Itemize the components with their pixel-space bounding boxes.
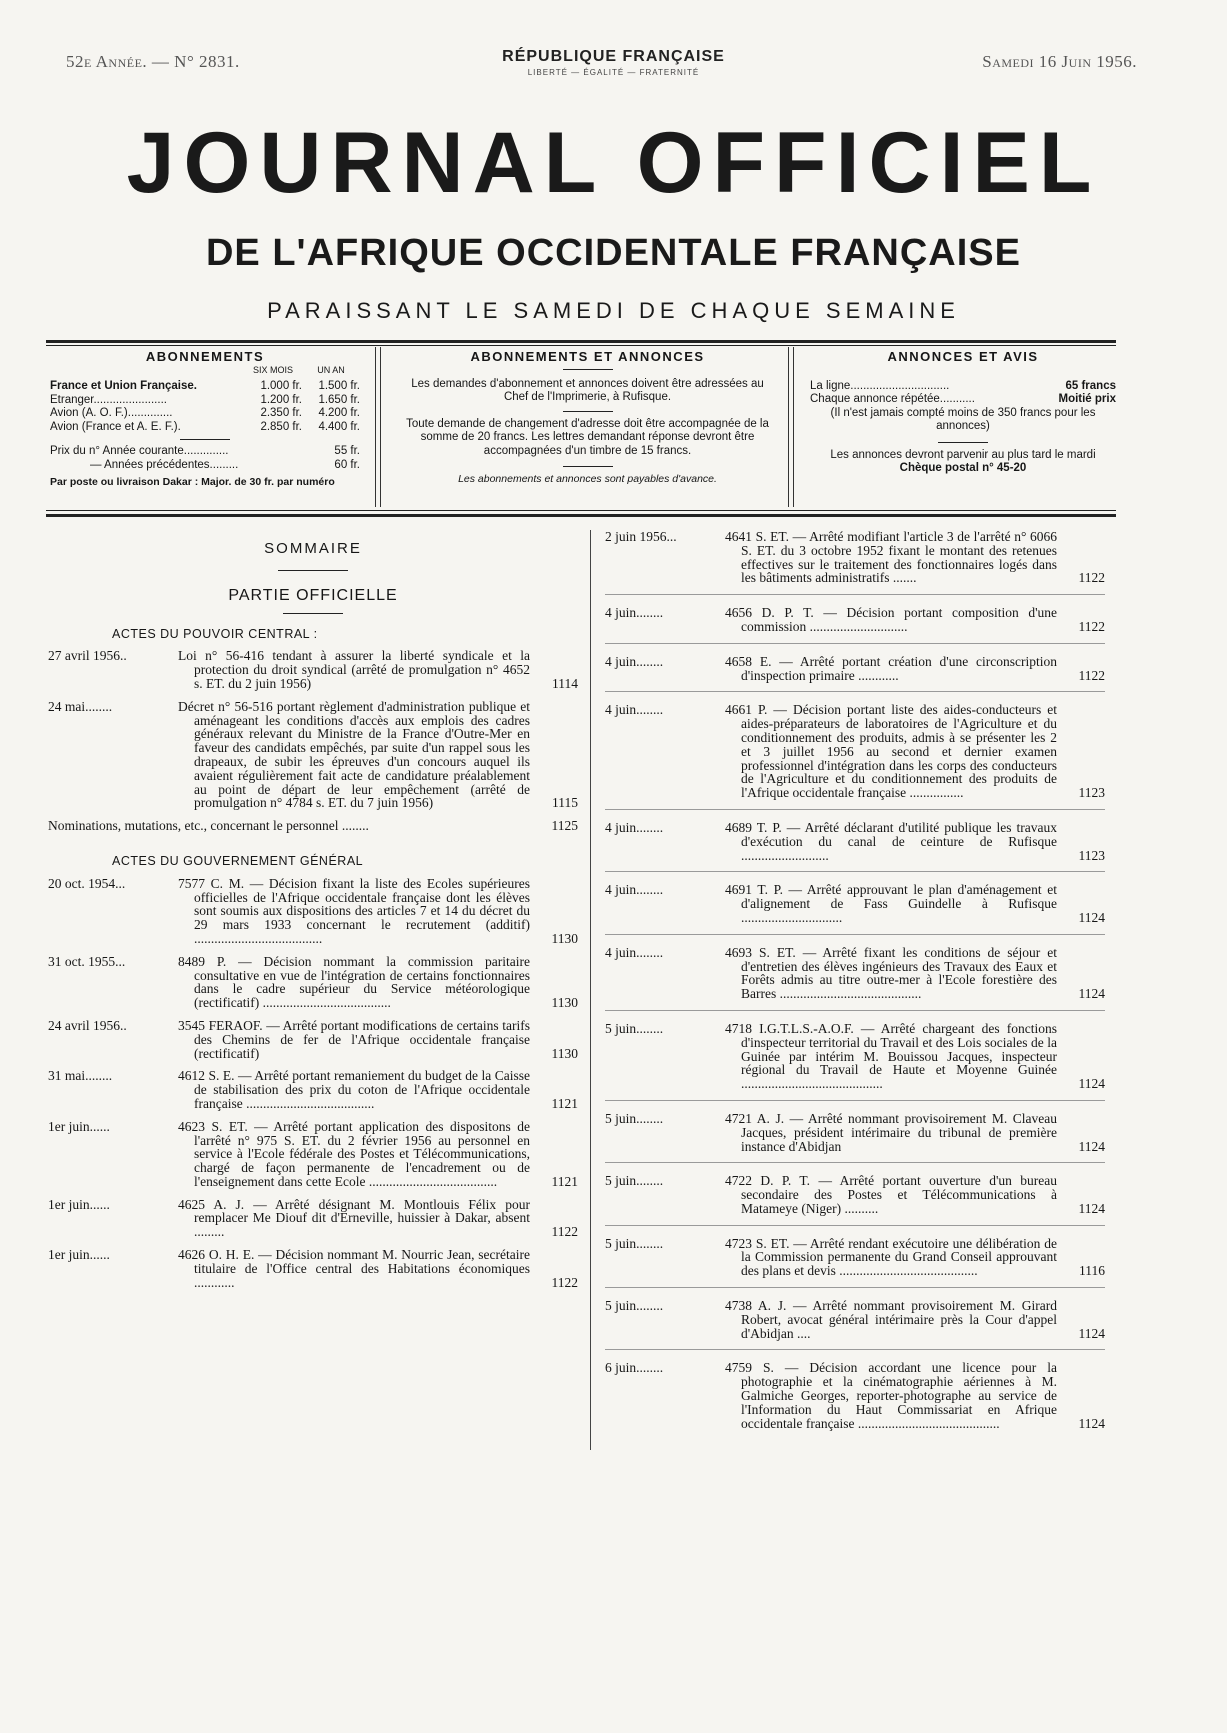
box2-divider bbox=[563, 466, 613, 467]
sommaire-entry: 4 juin........ 4658 E. — Arrêté portant création d'une circonscription d'inspection primaire ............ 1122 bbox=[605, 655, 1105, 693]
issue-number: 52e Année. — N° 2831. bbox=[66, 52, 240, 71]
sommaire-entry: 20 oct. 1954... 7577 C. M. — Décision fixant la liste des Ecoles supérieures officielles de l'Afrique occidentale française dont les élèves sont soumis aux dispositions des articles 7 et 14 du décret du 29 mars 1933 concernant le recrutement (additif) ...................................... 1130 bbox=[48, 875, 578, 946]
box-separator-1 bbox=[375, 347, 381, 507]
sommaire-entry: 4 juin........ 4689 T. P. — Arrêté déclarant d'utilité publique les travaux d'exécution du canal de ceinture de Rufisque .......................... 1123 bbox=[605, 821, 1105, 872]
col-un-an: UN AN bbox=[317, 364, 345, 375]
tarif-row: France et Union Française. 1.000 fr. 1.500 fr. bbox=[50, 380, 360, 392]
republic-title: RÉPUBLIQUE FRANÇAISE bbox=[502, 48, 725, 65]
abonnements-divider bbox=[180, 439, 230, 440]
box2-divider bbox=[563, 369, 613, 370]
sommaire-rule bbox=[278, 570, 348, 571]
abonnements-box bbox=[50, 350, 360, 490]
prix-precedentes-row: — Années précédentes......... 60 fr. bbox=[90, 458, 360, 471]
sommaire-left-column bbox=[48, 530, 578, 1298]
box2-divider bbox=[563, 411, 613, 412]
prix-courante-row: Prix du n° Année courante.............. 55 fr. bbox=[50, 445, 360, 457]
sommaire-entry: 1er juin...... 4623 S. ET. — Arrêté portant application des dispositons de l'arrêté n° 975 S. ET. du 2 février 1956 au personnel en service à l'Ecole fédérale des Postes et Télécommunications, chargé de façon permanente de l'encadrement ou de l'enseignement dans cette Ecole ...................................... 1121 bbox=[48, 1118, 578, 1189]
sommaire-entry: 2 juin 1956... 4641 S. ET. — Arrêté modifiant l'article 3 de l'arrêté n° 6066 S. ET. du 3 octobre 1952 fixant le montant des retenues effectives sur le traitement des fonctionnaires logés dans les bâtiments administratifs ....... 1122 bbox=[605, 530, 1105, 595]
box3-divider bbox=[938, 442, 988, 443]
box2-p3: Les abonnements et annonces sont payables d'avance. bbox=[458, 473, 717, 485]
sommaire-entry: 1er juin...... 4626 O. H. E. — Décision nommant M. Nourric Jean, secrétaire titulaire de l'Office central des Habitations économiques ............ 1122 bbox=[48, 1247, 578, 1290]
section-gouvernement-general: ACTES DU GOUVERNEMENT GÉNÉRAL bbox=[112, 853, 364, 868]
annonces-avis-heading: ANNONCES ET AVIS bbox=[887, 349, 1039, 364]
tarif-row: Avion (A. O. F.).............. 2.350 fr. 4.200 fr. bbox=[50, 407, 360, 419]
box-separator-2 bbox=[788, 347, 794, 507]
partie-officielle-heading: PARTIE OFFICIELLE bbox=[228, 586, 398, 604]
partie-rule bbox=[283, 613, 343, 614]
repetee-row: Chaque annonce répétée........... Moitié prix bbox=[810, 393, 1116, 405]
sommaire-entry: 1er juin...... 4625 A. J. — Arrêté désignant M. Montlouis Félix pour remplacer Me Diouf dit d'Erneville, huissier à Dakar, absent ......... 1122 bbox=[48, 1196, 578, 1240]
abonnements-heading: ABONNEMENTS bbox=[145, 349, 265, 364]
nominations-entry: Nominations, mutations, etc., concernant le personnel ........ 1125 bbox=[48, 818, 578, 834]
box2-p2: Toute demande de changement d'adresse doit être accompagnée de la somme de 20 francs. Les lettres demandant réponse devront être accompagnées d'un timbre de 15 francs. bbox=[406, 417, 769, 457]
col-six-mois: SIX MOIS bbox=[252, 364, 293, 375]
journal-subtitle: DE L'AFRIQUE OCCIDENTALE FRANÇAISE bbox=[205, 232, 1021, 274]
header-rule-bottom-thin bbox=[46, 510, 1116, 511]
abonnements-note: Par poste ou livraison Dakar : Major. de 30 fr. par numéro bbox=[50, 476, 335, 488]
sommaire-entry: 5 juin........ 4722 D. P. T. — Arrêté portant ouverture d'un bureau secondaire des Postes et Télécommunications à Matameye (Niger) .......... 1124 bbox=[605, 1174, 1105, 1225]
annonces-minimum-note: (Il n'est jamais compté moins de 350 francs pour les annonces) bbox=[830, 406, 1096, 432]
sommaire-entry: 31 mai........ 4612 S. E. — Arrêté portant remaniement du budget de la Caisse de stabilisation des prix du coton de l'Afrique occidentale française ...................................... 1121 bbox=[48, 1068, 578, 1111]
sommaire-entry: 27 avril 1956.. Loi n° 56-416 tendant à assurer la liberté syndicale et la protection du droit syndical (arrêté de promulgation n° 4652 s. ET. du 2 juin 1956) 1114 bbox=[48, 648, 578, 691]
header-rule-top-thin bbox=[46, 345, 1116, 346]
annonces-deadline: Les annonces devront parvenir au plus tard le mardi bbox=[830, 448, 1096, 461]
box2-p1: Les demandes d'abonnement et annonces doivent être adressées au Chef de l'Imprimerie, à Rufisque. bbox=[411, 377, 764, 403]
sommaire-entry: 4 juin........ 4693 S. ET. — Arrêté fixant les conditions de séjour et d'entretien des élèves ingénieurs des Travaux des Eaux et Forêts admis au titre outre-mer à l'Ecole forestière des Barres .......................................... 1124 bbox=[605, 946, 1105, 1011]
annonces-avis-box bbox=[810, 350, 1116, 476]
abonnements-col-headers bbox=[50, 364, 360, 378]
journal-title: JOURNAL OFFICIEL bbox=[126, 115, 1101, 211]
sommaire-entry: 4 juin........ 4656 D. P. T. — Décision portant composition d'une commission ............................. 1122 bbox=[605, 606, 1105, 644]
sommaire-entry: 4 juin........ 4691 T. P. — Arrêté approuvant le plan d'aménagement et d'alignement de Fass Guindelle à Rufisque .............................. 1124 bbox=[605, 883, 1105, 934]
column-divider bbox=[590, 530, 591, 1450]
sommaire-entry: 5 juin........ 4721 A. J. — Arrêté nommant provisoirement M. Claveau Jacques, président intérimaire du tribunal de première instance d'Abidjan 1124 bbox=[605, 1112, 1105, 1163]
tarif-row: Avion (France et A. E. F.). 2.850 fr. 4.400 fr. bbox=[50, 420, 360, 433]
sommaire-entry: 5 juin........ 4723 S. ET. — Arrêté rendant exécutoire une délibération de la Commission permanente du Grand Conseil approuvant des plans et devis ......................................... 1116 bbox=[605, 1237, 1105, 1288]
sommaire-heading: SOMMAIRE bbox=[264, 540, 362, 557]
ligne-row: La ligne............................... 65 francs bbox=[810, 379, 1116, 392]
sommaire-entry: 4 juin........ 4661 P. — Décision portant liste des aides-conducteurs et aides-préparateurs de laboratoires de l'Agriculture et du conditionnement des produits, admis à se présenter les 2 et 3 juillet 1956 au second et dernier examen professionnel d'intégration dans les corps des conducteurs de l'Agriculture et du conditionnement des produits de l'Afrique occidentale française ................ 1123 bbox=[605, 703, 1105, 810]
sommaire-entry: 5 juin........ 4738 A. J. — Arrêté nommant provisoirement M. Girard Robert, avocat général intérimaire près la Cour d'appel d'Abidjan .... 1124 bbox=[605, 1299, 1105, 1350]
sommaire-entry: 24 mai........ Décret n° 56-516 portant règlement d'administration publique et aménageant les conditions d'accès aux emplois des cadres généraux relevant du Ministre de la France d'Outre-Mer en faveur des candidats empêchés, par suite d'un rappel sous les drapeaux, de subir les épreuves d'un concours auquel ils avaient régulièrement fait acte de candidature préalablement au point de départ de leur empêchement (arrêté de promulgation n° 4784 s. ET. du 7 juin 1956) 1115 bbox=[48, 698, 578, 811]
journal-frequency: PARAISSANT LE SAMEDI DE CHAQUE SEMAINE bbox=[267, 298, 960, 323]
sommaire-entry: 24 avril 1956.. 3545 FERAOF. — Arrêté portant modifications de certains tarifs des Chemins de fer de l'Afrique occidentale française (rectificatif) 1130 bbox=[48, 1017, 578, 1061]
abonnements-annonces-box bbox=[395, 350, 780, 487]
tarif-row: Étranger....................... 1.200 fr. 1.650 fr. bbox=[50, 393, 360, 406]
issue-date: Samedi 16 Juin 1956. bbox=[982, 52, 1137, 71]
header-rule-top bbox=[46, 340, 1116, 343]
sommaire-right-column bbox=[605, 530, 1105, 1450]
republic-devise: LIBERTÉ — ÉGALITÉ — FRATERNITÉ bbox=[527, 68, 700, 77]
sommaire-entry: 31 oct. 1955... 8489 P. — Décision nommant la commission paritaire consultative en vue de l'intégration de certains fonctionnaires dans le cadre supérieur du Service météorologique (rectificatif) ...................................... 1130 bbox=[48, 953, 578, 1011]
sommaire-entry: 5 juin........ 4718 I.G.T.L.S.-A.O.F. — Arrêté chargeant des fonctions d'inspecteur territorial du Travail et des Lois sociales de la Guinée par intérim M. Bouissou Jacques, inspecteur régional du Travail de Haute et Moyenne Guinée .......................................... 1124 bbox=[605, 1022, 1105, 1101]
cheque-postal: Chèque postal n° 45-20 bbox=[899, 462, 1027, 474]
abonnements-annonces-heading: ABONNEMENTS ET ANNONCES bbox=[470, 349, 705, 364]
sommaire-entry: 6 juin........ 4759 S. — Décision accordant une licence pour la photographie et la cinématographie aériennes à M. Galmiche Georges, reporter-photographe au service de l'Information du Haut Commissariat en Afrique occidentale française .......................................... 1124 bbox=[605, 1360, 1105, 1431]
section-pouvoir-central: ACTES DU POUVOIR CENTRAL : bbox=[112, 626, 318, 641]
header-rule-bottom bbox=[46, 514, 1116, 517]
masthead-top bbox=[50, 48, 1177, 78]
